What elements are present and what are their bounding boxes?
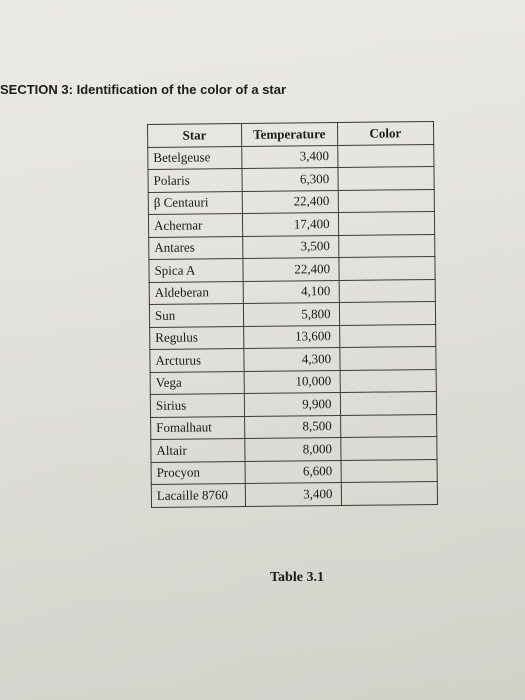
temperature-cell: 10,000 <box>244 370 340 394</box>
star-name-cell: Aldeberan <box>149 281 243 304</box>
star-name-cell: Lacaille 8760 <box>151 483 245 506</box>
table-row <box>149 279 435 304</box>
table-header-row <box>148 121 434 146</box>
temperature-cell: 13,600 <box>243 325 339 349</box>
temperature-cell: 5,800 <box>243 302 339 326</box>
star-name-cell: Spica A <box>149 259 243 282</box>
color-cell[interactable] <box>341 459 438 483</box>
star-name-cell: Antares <box>149 236 243 259</box>
table-row <box>151 481 437 506</box>
color-cell[interactable] <box>340 391 437 415</box>
color-cell[interactable] <box>338 211 435 235</box>
table-row <box>150 324 436 349</box>
color-cell[interactable] <box>340 369 437 393</box>
color-cell[interactable] <box>338 234 435 258</box>
color-cell[interactable] <box>338 166 435 190</box>
color-cell[interactable] <box>340 414 437 438</box>
star-name-cell: Regulus <box>150 326 244 349</box>
temperature-cell: 3,400 <box>241 145 337 169</box>
star-name-cell: Fomalhaut <box>151 416 245 439</box>
temperature-cell: 9,900 <box>244 392 340 416</box>
color-cell[interactable] <box>338 256 435 280</box>
temperature-cell: 6,600 <box>245 460 341 484</box>
table-row <box>149 256 435 281</box>
section-label: SECTION 3: <box>0 82 73 97</box>
star-name-cell: Procyon <box>151 461 245 484</box>
table-row <box>151 414 437 439</box>
table-row <box>148 144 434 169</box>
table-row <box>150 346 436 371</box>
table-row <box>148 189 434 214</box>
color-cell[interactable] <box>339 324 436 348</box>
color-cell[interactable] <box>339 346 436 370</box>
temperature-cell: 3,400 <box>245 482 341 506</box>
star-name-cell: Sirius <box>150 393 244 416</box>
temperature-cell: 4,100 <box>243 280 339 304</box>
temperature-cell: 8,000 <box>245 437 341 461</box>
star-name-cell: β Centauri <box>148 191 242 214</box>
table-row <box>148 211 434 236</box>
temperature-cell: 8,500 <box>244 415 340 439</box>
table-row <box>151 436 437 461</box>
color-cell[interactable] <box>338 189 435 213</box>
table-row <box>151 459 437 484</box>
temperature-cell: 17,400 <box>242 213 338 237</box>
table-body <box>148 144 438 507</box>
star-name-cell: Arcturus <box>150 349 244 372</box>
header-star: Star <box>148 124 242 147</box>
table-row <box>149 234 435 259</box>
star-name-cell: Achernar <box>148 214 242 237</box>
star-name-cell: Betelgeuse <box>148 146 242 169</box>
temperature-cell: 3,500 <box>242 235 338 259</box>
section-heading <box>0 82 286 97</box>
star-name-cell: Altair <box>151 438 245 461</box>
temperature-cell: 6,300 <box>242 168 338 192</box>
temperature-cell: 22,400 <box>243 258 339 282</box>
table-row <box>148 166 434 191</box>
star-name-cell: Sun <box>149 304 243 327</box>
color-cell[interactable] <box>339 279 436 303</box>
star-name-cell: Vega <box>150 371 244 394</box>
color-cell[interactable] <box>340 436 437 460</box>
table-caption: Table 3.1 <box>270 570 324 585</box>
color-cell[interactable] <box>339 301 436 325</box>
temperature-cell: 4,300 <box>244 347 340 371</box>
star-name-cell: Polaris <box>148 169 242 192</box>
section-title: Identification of the color of a star <box>76 82 287 97</box>
temperature-cell: 22,400 <box>242 190 338 214</box>
color-cell[interactable] <box>337 144 434 168</box>
table-row <box>150 369 436 394</box>
table-row <box>150 391 436 416</box>
color-cell[interactable] <box>341 481 438 505</box>
header-color: Color <box>337 121 434 145</box>
table-row <box>149 301 435 326</box>
header-temperature: Temperature <box>241 123 337 147</box>
star-temperature-table <box>147 121 438 507</box>
